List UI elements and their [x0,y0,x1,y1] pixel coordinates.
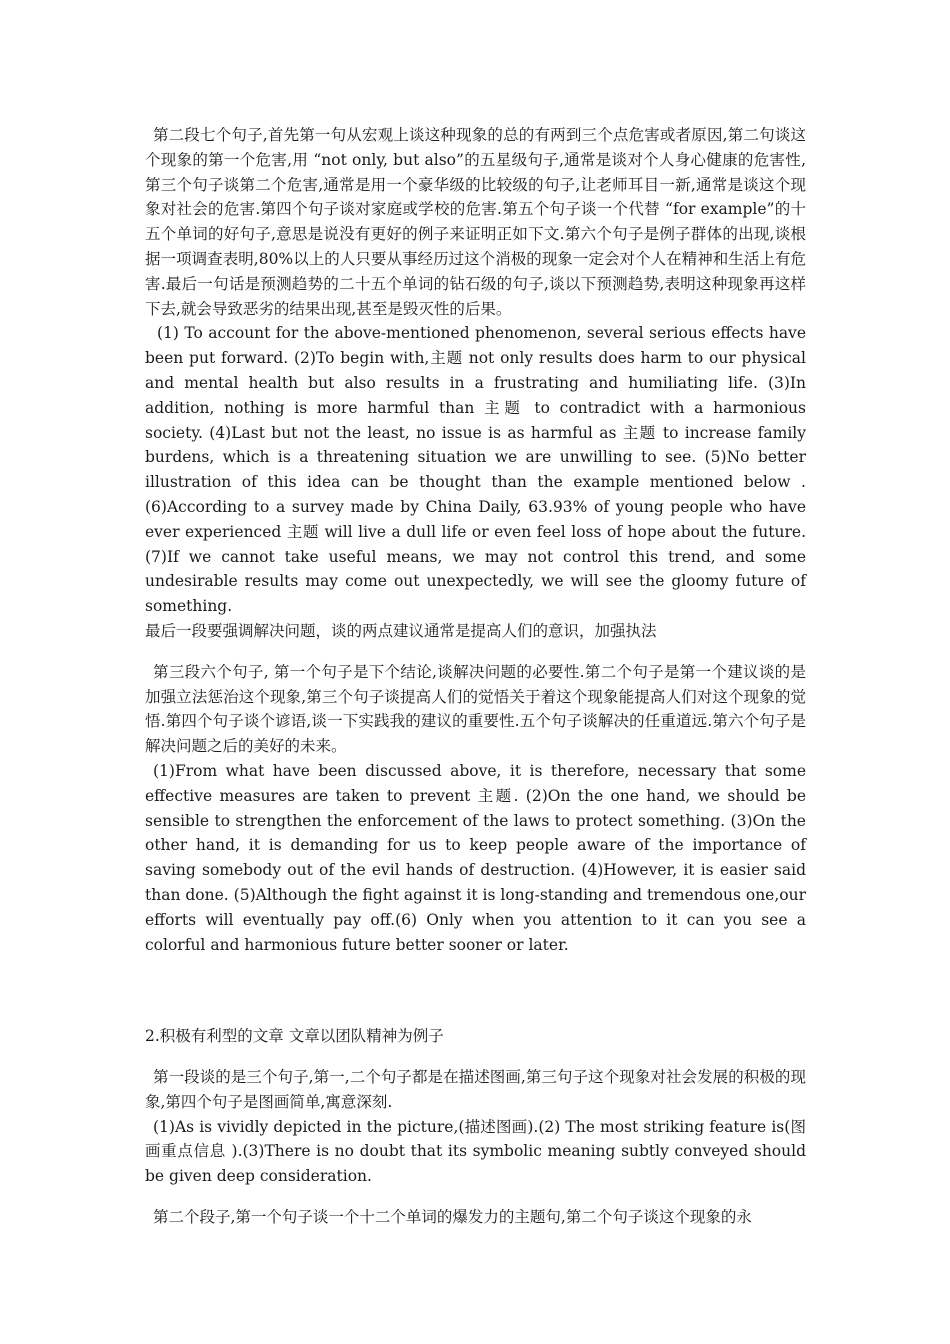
section-2-heading: 2.积极有利型的文章 文章以团队精神为例子 [145,1027,444,1046]
spacer [145,1189,806,1205]
spacer [145,644,806,660]
paragraph-2-english-template: (1) To account for the above-mentioned phenomenon, several serious effects have been put forward. (2)To begin with,主题 not only results does harm to our physical and mental health but also results in a frustrating and humiliating life. (3)In addition, nothing is more harmful than 主题 to contradict with a harmonious society. (4)Last but not the least, no issue is as harmful as 主题 to increase family burdens, which is a threatening situation we are unwilling to see. (5)No better illustration of this idea can be thought than the example mentioned below . (6)According to a survey made by China Daily, 63.93% of young people who have ever experienced 主题 will live a dull life or even feel loss of hope about the future. (7)If we cannot take useful means, we may not control this trend, and some undesirable results may come out unexpectedly, we will see the gloomy future of something. [145,324,806,616]
paragraph-2-chinese-outline: 第二段七个句子,首先第一句从宏观上谈这种现象的总的有两到三个点危害或者原因,第二句谈这个现象的第一个危害,用 “not only, but also”的五星级句子,通常是谈对个人身心健康的危害性, 第三个句子谈第二个危害,通常是用一个豪华级的比较级的句子,让老师耳目一新,通常是谈这个现象对社会的危害.第四个句子谈对家庭或学校的危害.第五个句子谈一个代替 “for example”的十五个单词的好句子,意思是说没有更好的例子来证明正如下文.第六个句子是例子群体的出现,谈根据一项调查表明,80%以上的人只要从事经历过这个消极的现象一定会对个人在精神和生活上有危害.最后一句话是预测趋势的二十五个单词的钻石级的句子,谈以下预测趋势,表明这种现象再这样下去,就会导致恶劣的结果出现,甚至是毁灭性的后果。 [145,126,806,318]
last-paragraph-note: 最后一段要强调解决问题，谈的两点建议通常是提高人们的意识，加强执法 [145,621,657,640]
spacer [145,1049,806,1065]
section-2-paragraph-1-chinese-outline: 第一段谈的是三个句子,第一,二个句子都是在描述图画,第三句子这个现象对社会发展的积极的现象,第四个句子是图画简单,寓意深刻. [145,1068,806,1111]
section-2-paragraph-1-english-template: (1)As is vividly depicted in the picture,(描述图画).(2) The most striking feature is(图画重点信息 ).(3)There is no doubt that its symbolic meaning subtly conveyed should be given deep consideration. [145,1117,806,1186]
spacer [145,957,806,1024]
paragraph-3-chinese-outline: 第三段六个句子, 第一个句子是下个结论,谈解决问题的必要性.第二个句子是第一个建议谈的是加强立法惩治这个现象,第三个句子谈提高人们的觉悟关于着这个现象能提高人们对这个现象的觉悟.第四个句子谈个谚语,谈一下实践我的建议的重要性.五个句子谈解决的任重道远.第六个句子是解决问题之后的美好的未来。 [145,662,806,756]
paragraph-3-english-template: (1)From what have been discussed above, it is therefore, necessary that some effective measures are taken to prevent 主题. (2)On the one hand, we should be sensible to strengthen the enforcement of the laws to protect something. (3)On the other hand, it is demanding for us to keep people aware of the importance of saving somebody out of the evil hands of destruction. (4)However, it is easier said than done. (5)Although the fight against it is long-standing and tremendous one,our efforts will eventually pay off.(6) Only when you attention to it can you see a colorful and harmonious future better sooner or later. [145,761,806,954]
section-2-paragraph-2-chinese-outline: 第二个段子,第一个句子谈一个十二个单词的爆发力的主题句,第二个句子谈这个现象的永 [153,1208,752,1227]
document-page [145,123,806,1230]
